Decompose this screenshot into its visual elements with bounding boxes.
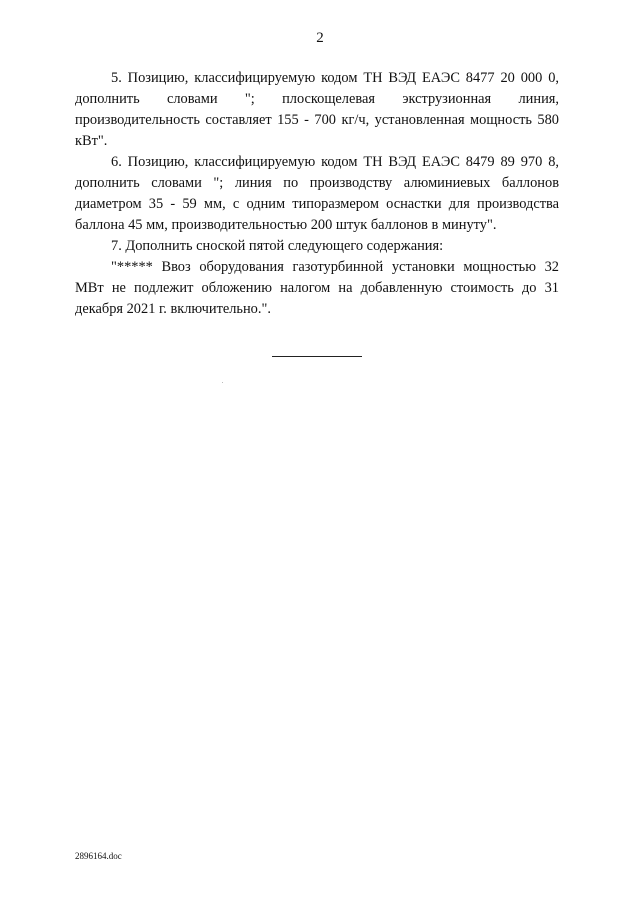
paragraph-item-5: 5. Позицию, классифицируемую кодом ТН ВЭД ЕАЭС 8477 20 000 0, дополнить словами "; плоскощелевая экструзионная линия, производительность составляет 155 - 700 кг/ч, установленная мощность 580 кВт".	[75, 70, 559, 149]
document-body	[75, 68, 559, 320]
scan-artifact-dot	[222, 382, 223, 383]
footnote-text: "***** Ввоз оборудования газотурбинной установки мощностью 32 МВт не подлежит обложению налогом на добавленную стоимость до 31 декабря 2021 г. включительно.".	[75, 259, 559, 317]
paragraph-item-7: 7. Дополнить сноской пятой следующего содержания:	[111, 238, 444, 254]
page-number: 2	[316, 30, 324, 46]
footer-doc-id: 2896164.doc	[75, 851, 122, 861]
separator-line	[272, 356, 362, 357]
paragraph-item-6: 6. Позицию, классифицируемую кодом ТН ВЭД ЕАЭС 8479 89 970 8, дополнить словами "; линия по производству алюминиевых баллонов диаметром 35 - 59 мм, с одним типоразмером оснастки для производства баллона 45 мм, производительностью 200 штук баллонов в минуту".	[75, 154, 559, 233]
